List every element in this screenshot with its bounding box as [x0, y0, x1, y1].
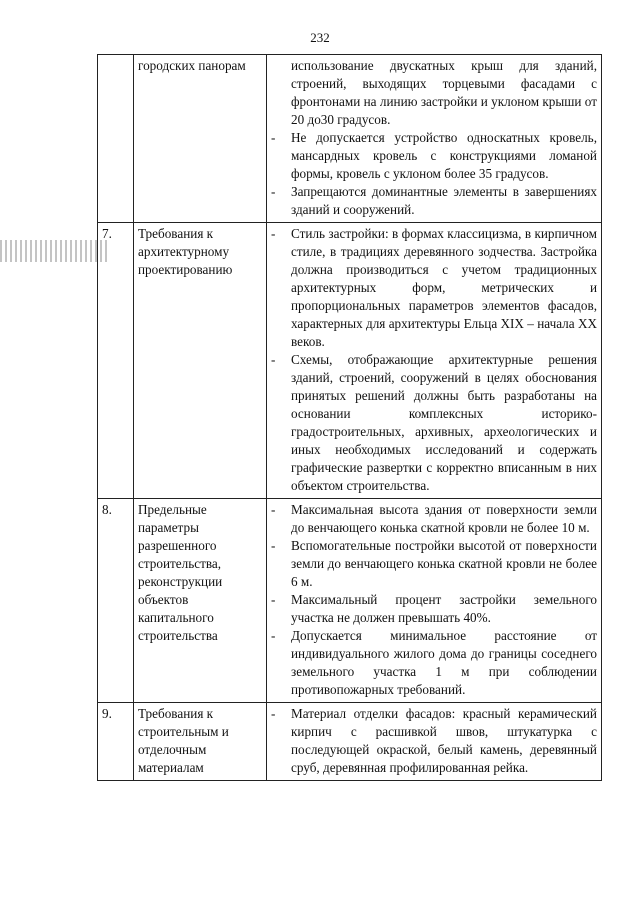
table-row: [98, 223, 602, 499]
requirement-item: - Максимальная высота здания от поверхности земли до венчающего конька скатной кровли не более 10 м.: [271, 501, 597, 537]
table-row: [98, 55, 602, 223]
row-number: 9.: [98, 703, 134, 781]
table-row: [98, 703, 602, 781]
requirement-details: [267, 223, 602, 499]
requirement-details: [267, 499, 602, 703]
table-row: [98, 499, 602, 703]
requirement-details: [267, 55, 602, 223]
requirement-category: Предельные параметры разрешенного строительства, реконструкции объектов капитального строительства: [134, 499, 267, 703]
requirement-category: городских панорам: [134, 55, 267, 223]
requirement-list: [271, 225, 597, 495]
scan-artifact: [0, 240, 110, 262]
requirements-table: [97, 54, 602, 781]
requirement-list: [271, 501, 597, 699]
requirement-item: - Материал отделки фасадов: красный керамический кирпич с расшивкой швов, штукатурка с последующей окраской, белый камень, деревянный сруб, деревянная профилированная рейка.: [271, 705, 597, 777]
requirement-category: Требования к строительным и отделочным материалам: [134, 703, 267, 781]
row-number: [98, 55, 134, 223]
requirement-item: - Запрещаются доминантные элементы в завершениях зданий и сооружений.: [271, 183, 597, 219]
requirement-item: - Стиль застройки: в формах классицизма, в кирпичном стиле, в традициях деревянного зодчества. Застройка должна производиться с учетом традиционных архитектурных форм, метрических и пропорциональных параметров элементов фасадов, характерных для архитектуры Ельца XIX – начала XX веков.: [271, 225, 597, 351]
requirement-list: [271, 705, 597, 777]
requirement-item: использование двускатных крыш для зданий, строений, выходящих торцевыми фасадами с фронтонами на линию застройки и уклоном крыши от 20 до30 градусов.: [291, 58, 597, 127]
requirement-item: - Максимальный процент застройки земельного участка не должен превышать 40%.: [271, 591, 597, 627]
requirement-category: Требования к архитектурному проектированию: [134, 223, 267, 499]
requirement-list: [271, 57, 597, 219]
row-number: 7.: [98, 223, 134, 499]
requirement-details: [267, 703, 602, 781]
page-number: 232: [310, 30, 330, 45]
requirement-item: - Вспомогательные постройки высотой от поверхности земли до венчающего конька скатной кровли не более 6 м.: [271, 537, 597, 591]
requirement-item: - Допускается минимальное расстояние от индивидуального жилого дома до границы соседнего земельного участка 1 м при соблюдении противопожарных требований.: [271, 627, 597, 699]
requirement-item: - Схемы, отображающие архитектурные решения зданий, строений, сооружений в целях обоснования принятых решений должны быть разработаны на основании комплексных историко-градостроительных, архивных, археологических и иных необходимых исследований и содержать графические развертки с корректно вписанным в них объектом строительства.: [271, 351, 597, 495]
requirement-item: - Не допускается устройство односкатных кровель, мансардных кровель с конструкциями ломаной формы, кровель с уклоном более 35 градусов.: [271, 129, 597, 183]
row-number: 8.: [98, 499, 134, 703]
